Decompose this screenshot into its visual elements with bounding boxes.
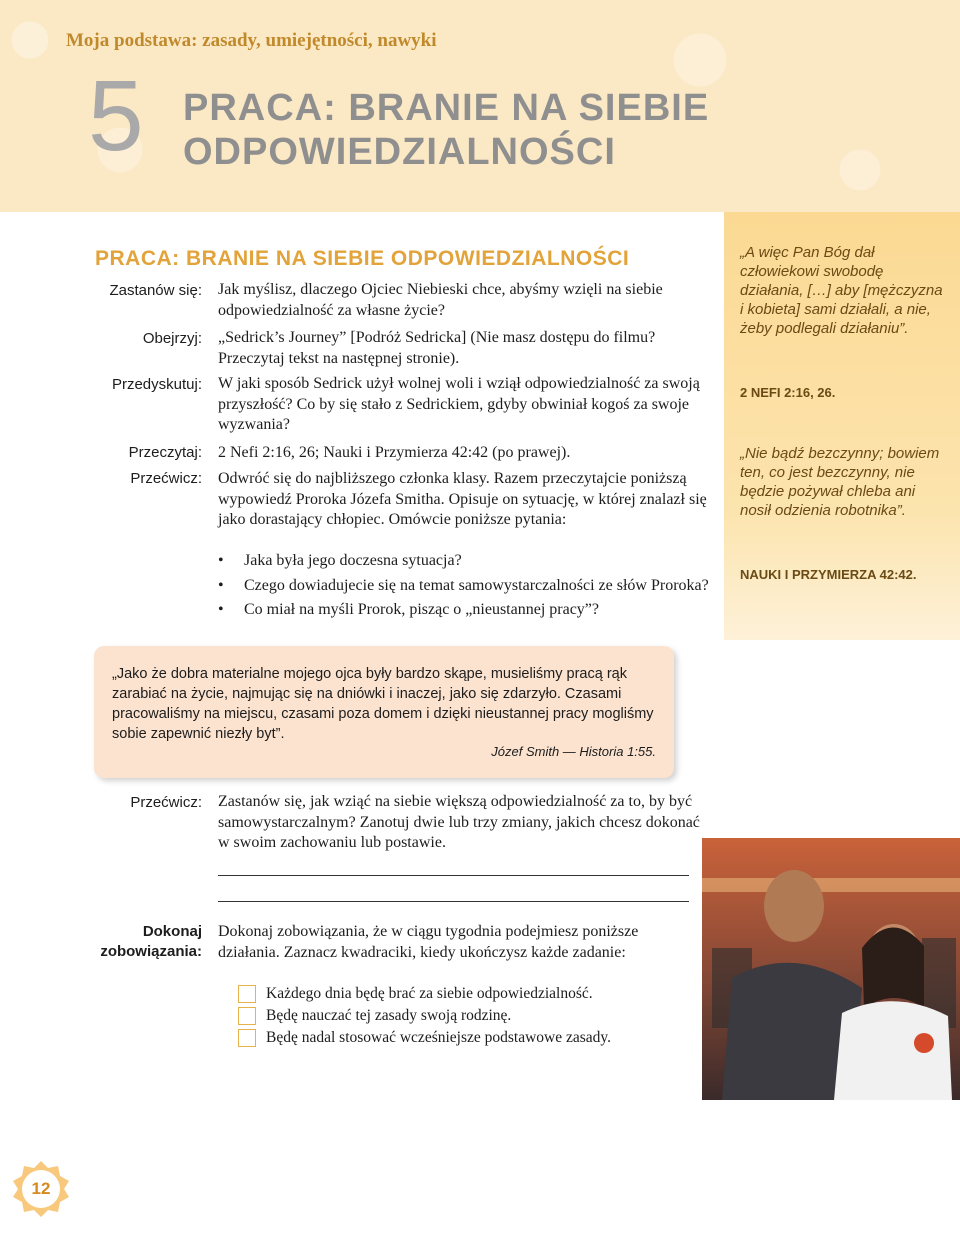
label-read: Przeczytaj: — [128, 444, 202, 461]
quote-text: „Jako że dobra materialne mojego ojca były bardzo skąpe, musieliśmy pracą rąk zarabiać na życie, najmując się na dniówki i inaczej, jako się zdarzyło. Czasami pracowaliśmy na miejscu, czasami poza domem i dzięki nieustannej pracy mogliśmy sobie zapewnić niezły byt”. — [112, 666, 654, 742]
checklist-item-label: Każdego dnia będę brać za siebie odpowiedzialność. — [266, 985, 593, 1002]
text-practice: Odwróć się do najbliższego członka klasy. Razem przeczytajcie poniższą wypowiedź Proroka Józefa Smitha. Opisuje on sytuację, w której znalazł się jako dorastający chłopiec. Omówcie poniższe pytania: — [218, 470, 707, 528]
label-discuss: Przedyskutuj: — [111, 376, 202, 393]
quote-source: Józef Smith — Historia 1:55. — [491, 744, 656, 759]
list-item: • Jaka była jego doczesna sytuacja? — [218, 551, 718, 572]
list-item[interactable] — [238, 1006, 708, 1026]
text-discuss: W jaki sposób Sedrick użył wolnej woli i wziął odpowiedzialność za swoją przyszłość? Co by się stało z Sedrickiem, gdyby obwiniał kogoś za swoje wyzwania? — [218, 375, 700, 433]
chapter-number: 5 — [88, 60, 144, 172]
sidebar-quote-1: „A więc Pan Bóg dał człowiekowi swobodę działania, […] aby [mężczyzna i kobieta] sami działali, a nie, żeby podlegali działaniu”. — [740, 244, 943, 337]
list-item: • Co miał na myśli Prorok, pisząc o „nieustannej pracy”? — [218, 600, 718, 621]
text-read: 2 Nefi 2:16, 26; Nauki i Przymierza 42:42 (po prawej). — [218, 444, 571, 461]
label-reflect: Zastanów się: — [109, 282, 202, 299]
checklist-item-label: Będę nadal stosować wcześniejsze podstawowe zasady. — [266, 1029, 612, 1046]
checklist-item-label: Będę nauczać tej zasady swoją rodzinę. — [266, 1007, 512, 1024]
photo-father-daughter — [702, 838, 960, 1100]
writing-line[interactable] — [218, 901, 689, 902]
sidebar-ref-2: NAUKI I PRZYMIERZA 42:42. — [740, 567, 917, 582]
writing-line[interactable] — [218, 875, 689, 876]
joseph-smith-quote — [94, 646, 674, 778]
photo-illustration — [702, 838, 960, 1100]
label-watch: Obejrzyj: — [142, 330, 202, 347]
text-practice-2: Zastanów się, jak wziąć na siebie większą odpowiedzialność za to, by być samowystarczalnym? Zanotuj dwie lub trzy zmiany, jakich chcesz dokonać w swoim zachowaniu lub postawie. — [218, 793, 700, 851]
chapter-title-line1: PRACA: BRANIE NA SIEBIE — [183, 87, 710, 129]
sidebar-quote-2: „Nie bądź bezczynny; bowiem ten, co jest bezczynny, nie będzie pożywał chleba ani nosił odzienia robotnika”. — [740, 445, 940, 519]
header-kicker: Moja podstawa: zasady, umiejętności, nawyki — [66, 30, 437, 51]
text-watch: „Sedrick’s Journey” [Podróż Sedricka] (Nie masz dostępu do filmu? Przeczytaj tekst na następnej stronie). — [218, 329, 656, 367]
commitment-checklist — [238, 984, 708, 1050]
section-heading: PRACA: BRANIE NA SIEBIE ODPOWIEDZIALNOŚCI — [95, 247, 630, 270]
scripture-sidebar — [724, 212, 960, 640]
checkbox[interactable] — [238, 985, 256, 1003]
label-commit-line2: zobowiązania: — [100, 943, 202, 960]
list-item: • Czego dowiadujecie się na temat samowystarczalności ze słów Proroka? — [218, 576, 718, 597]
label-commit-line1: Dokonaj — [142, 923, 202, 940]
checkbox[interactable] — [238, 1007, 256, 1025]
text-reflect: Jak myślisz, dlaczego Ojciec Niebieski chce, abyśmy wzięli na siebie odpowiedzialność za własne życie? — [218, 281, 663, 319]
chapter-header — [0, 0, 960, 212]
list-item[interactable] — [238, 984, 708, 1004]
text-commit: Dokonaj zobowiązania, że w ciągu tygodnia podejmiesz poniższe działania. Zaznacz kwadraciki, kiedy ukończysz każde zadanie: — [218, 923, 639, 961]
list-item[interactable] — [238, 1028, 708, 1048]
label-practice: Przećwicz: — [130, 470, 202, 487]
label-commit — [84, 922, 202, 962]
page-number: 12 — [31, 1179, 51, 1198]
label-practice-2: Przećwicz: — [130, 794, 202, 811]
chapter-title — [183, 86, 843, 174]
checkbox[interactable] — [238, 1029, 256, 1047]
sidebar-ref-1: 2 NEFI 2:16, 26. — [740, 385, 836, 400]
discussion-questions — [218, 551, 718, 625]
chapter-title-line2: ODPOWIEDZIALNOŚCI — [183, 131, 616, 173]
